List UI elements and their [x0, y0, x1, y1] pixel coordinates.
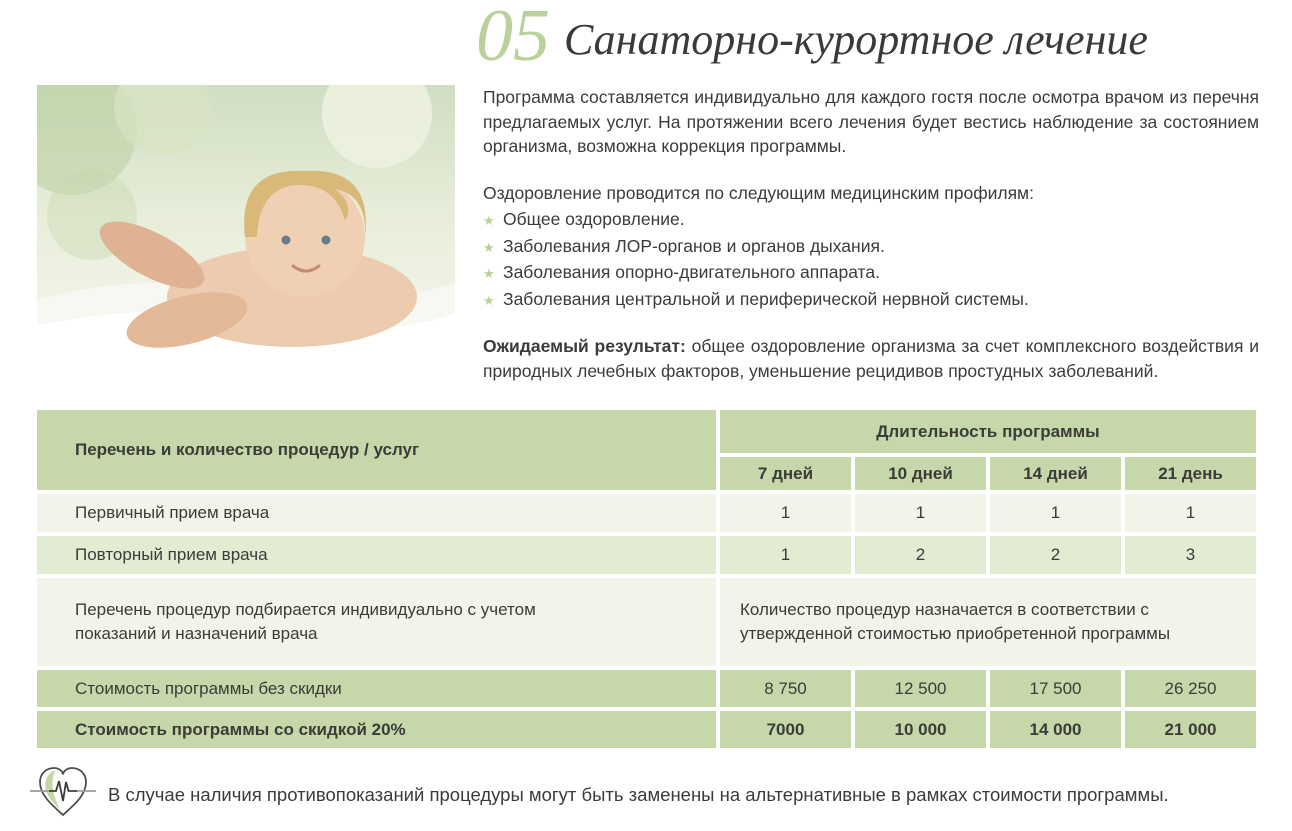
program-pricing-table [37, 410, 1256, 748]
star-bullet-icon: ★ [483, 213, 495, 228]
column-header-14-days: 14 дней [990, 457, 1121, 490]
column-header-21-days: 21 день [1125, 457, 1256, 490]
table-note-value: Количество процедур назначается в соответствии с утвержденной стоимостью приобретенной программы [720, 578, 1256, 666]
profiles-list [483, 207, 1259, 313]
page-heading [476, 0, 1148, 77]
table-cell: 17 500 [990, 670, 1121, 707]
table-cell: 10 000 [855, 711, 986, 748]
column-header-7-days: 7 дней [720, 457, 851, 490]
table-cell: 1 [990, 494, 1121, 532]
section-number: 05 [476, 0, 550, 77]
star-bullet-icon: ★ [483, 239, 495, 255]
table-cell: 21 000 [1125, 711, 1256, 748]
table-cell: 3 [1125, 536, 1256, 574]
expected-result-text: общее оздоровление организма за счет комплексного воздействия и природных лечебных факторов, уменьшение рецидивов простудных заболеваний. [483, 336, 1259, 381]
table-cell: 7000 [720, 711, 851, 748]
table-row-label: Стоимость программы со скидкой 20% [37, 711, 716, 748]
expected-result-paragraph [483, 334, 1259, 383]
column-header-10-days: 10 дней [855, 457, 986, 490]
list-item [483, 207, 1259, 234]
table-row-label: Повторный прием врача [37, 536, 716, 574]
list-item [483, 234, 1259, 261]
profile-label: Заболевания ЛОР-органов и органов дыхания. [503, 235, 885, 256]
table-cell: 1 [720, 536, 851, 574]
table-cell: 2 [855, 536, 986, 574]
list-item [483, 287, 1259, 314]
table-cell: 1 [855, 494, 986, 532]
table-row-label: Первичный прием врача [37, 494, 716, 532]
profile-label: Заболевания центральной и периферической нервной системы. [503, 288, 1029, 309]
table-cell: 2 [990, 536, 1121, 574]
profiles-heading: Оздоровление проводится по следующим медицинским профилям: [483, 182, 1034, 203]
star-bullet-icon: ★ [483, 292, 495, 308]
table-cell: 26 250 [1125, 670, 1256, 707]
table-cell: 8 750 [720, 670, 851, 707]
table-row-label: Стоимость программы без скидки [37, 670, 716, 707]
table-cell: 1 [1125, 494, 1256, 532]
photo-illustration [37, 85, 455, 380]
table-note-label: Перечень процедур подбирается индивидуально с учетом показаний и назначений врача [37, 578, 716, 666]
table-cell: 12 500 [855, 670, 986, 707]
profile-label: Общее оздоровление. [503, 209, 685, 229]
intro-paragraph: Программа составляется индивидуально для каждого гостя после осмотра врачом из перечня предлагаемых услуг. На протяжении всего лечения будет вестись наблюдение за состоянием организма, возможна коррекция программы. [483, 87, 1259, 156]
intro-section [483, 85, 1259, 383]
expected-result-label: Ожидаемый результат: [483, 336, 686, 356]
profile-label: Заболевания опорно-двигательного аппарата. [503, 262, 880, 282]
footnote-text: В случае наличия противопоказаний процедуры могут быть заменены на альтернативные в рамках стоимости программы. [108, 783, 1169, 805]
list-item [483, 260, 1259, 287]
table-header-services: Перечень и количество процедур / услуг [37, 410, 716, 490]
child-massage-photo [37, 85, 455, 380]
table-cell: 1 [720, 494, 851, 532]
heart-ecg-icon [30, 760, 96, 829]
page-title: Санаторно-курортное лечение [564, 15, 1148, 64]
table-cell: 14 000 [990, 711, 1121, 748]
table-header-duration: Длительность программы [720, 410, 1256, 453]
footnote [30, 760, 1169, 829]
star-bullet-icon: ★ [483, 266, 495, 281]
